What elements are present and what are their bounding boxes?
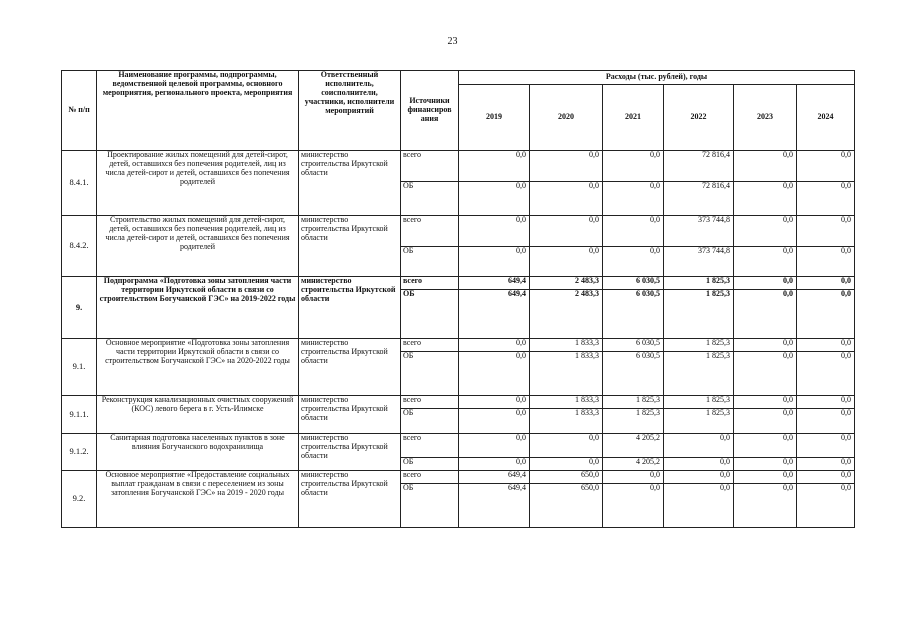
table-row (62, 151, 855, 182)
expense-value: 1 825,3 (664, 409, 734, 434)
expense-value: 0,0 (797, 290, 855, 339)
expense-value: 0,0 (797, 458, 855, 471)
expense-value: 1 825,3 (603, 396, 664, 409)
expense-value: 0,0 (603, 484, 664, 528)
expense-value: 1 833,3 (530, 339, 603, 352)
expense-value: 0,0 (664, 434, 734, 458)
row-executor: министерство строительства Иркутской области (299, 396, 401, 434)
expense-value: 0,0 (664, 471, 734, 484)
header-executor: Ответственный исполнитель, соисполнители, участники, исполнители мероприятий (299, 71, 401, 151)
expense-value: 2 483,3 (530, 290, 603, 339)
funding-source: всего (401, 339, 459, 352)
expense-value: 0,0 (459, 434, 530, 458)
expense-value: 0,0 (734, 396, 797, 409)
funding-source: ОБ (401, 458, 459, 471)
expense-value: 0,0 (734, 339, 797, 352)
expense-value: 0,0 (664, 484, 734, 528)
table-row (62, 216, 855, 247)
row-number: 9. (62, 277, 97, 339)
table-row (62, 471, 855, 484)
expense-value: 0,0 (797, 409, 855, 434)
expense-value: 1 825,3 (603, 409, 664, 434)
expense-value: 0,0 (797, 339, 855, 352)
table-body (62, 151, 855, 528)
row-executor: министерство строительства Иркутской области (299, 151, 401, 216)
row-number: 9.1.2. (62, 434, 97, 471)
expense-value: 0,0 (734, 290, 797, 339)
expense-value: 6 030,5 (603, 277, 664, 290)
expense-value: 4 205,2 (603, 434, 664, 458)
funding-source: ОБ (401, 290, 459, 339)
funding-source: всего (401, 471, 459, 484)
row-number: 9.1.1. (62, 396, 97, 434)
row-name: Подпрограмма «Подготовка зоны затопления части территории Иркутской области в связи со строительством Богучанской ГЭС» на 2019-2022 годы (97, 277, 299, 339)
header-year: 2020 (530, 85, 603, 151)
row-name: Строительство жилых помещений для детей-сирот, детей, оставшихся без попечения родителей, лиц из числа детей-сирот и детей, оставшихся без попечения родителей (97, 216, 299, 277)
expense-value: 0,0 (734, 247, 797, 277)
expense-value: 0,0 (459, 458, 530, 471)
expense-value: 1 833,3 (530, 409, 603, 434)
expense-value: 0,0 (734, 151, 797, 182)
expense-value: 1 825,3 (664, 339, 734, 352)
expense-value: 0,0 (734, 434, 797, 458)
expense-value: 72 816,4 (664, 182, 734, 216)
expense-value: 1 833,3 (530, 352, 603, 396)
page-number: 23 (447, 36, 458, 47)
expense-value: 0,0 (459, 216, 530, 247)
row-number: 8.4.2. (62, 216, 97, 277)
row-name: Проектирование жилых помещений для детей-сирот, детей, оставшихся без попечения родителей, лиц из числа детей-сирот и детей, оставшихся без попечения родителей (97, 151, 299, 216)
header-year: 2019 (459, 85, 530, 151)
row-number: 8.4.1. (62, 151, 97, 216)
table-row (62, 277, 855, 290)
expense-value: 0,0 (797, 182, 855, 216)
expense-value: 0,0 (530, 434, 603, 458)
funding-source: ОБ (401, 409, 459, 434)
header-year: 2022 (664, 85, 734, 151)
expense-value: 650,0 (530, 471, 603, 484)
row-executor: министерство строительства Иркутской области (299, 339, 401, 396)
expense-value: 0,0 (603, 471, 664, 484)
expense-value: 373 744,8 (664, 247, 734, 277)
header-year: 2021 (603, 85, 664, 151)
expense-value: 72 816,4 (664, 151, 734, 182)
funding-source: всего (401, 151, 459, 182)
header-name: Наименование программы, подпрограммы, ведомственной целевой программы, основного мероприятия, регионального проекта, мероприятия (97, 71, 299, 151)
expense-value: 4 205,2 (603, 458, 664, 471)
expense-value: 0,0 (664, 458, 734, 471)
expense-value: 0,0 (530, 458, 603, 471)
expense-value: 0,0 (530, 182, 603, 216)
expense-value: 0,0 (734, 471, 797, 484)
expense-value: 6 030,5 (603, 290, 664, 339)
expense-value: 650,0 (530, 484, 603, 528)
expense-value: 0,0 (459, 182, 530, 216)
expense-value: 0,0 (797, 352, 855, 396)
funding-source: ОБ (401, 247, 459, 277)
expense-value: 0,0 (603, 151, 664, 182)
expense-value: 0,0 (797, 151, 855, 182)
expense-value: 0,0 (459, 409, 530, 434)
expense-value: 0,0 (734, 409, 797, 434)
expense-value: 0,0 (530, 247, 603, 277)
row-executor: министерство строительства Иркутской области (299, 277, 401, 339)
expense-value: 1 825,3 (664, 277, 734, 290)
row-number: 9.2. (62, 471, 97, 528)
funding-source: ОБ (401, 484, 459, 528)
expense-value: 0,0 (603, 247, 664, 277)
funding-source: всего (401, 396, 459, 409)
expense-value: 0,0 (459, 396, 530, 409)
table-row (62, 396, 855, 409)
expense-value: 0,0 (603, 182, 664, 216)
expense-value: 1 833,3 (530, 396, 603, 409)
expense-value: 2 483,3 (530, 277, 603, 290)
funding-source: ОБ (401, 182, 459, 216)
expense-value: 0,0 (734, 277, 797, 290)
expense-value: 373 744,8 (664, 216, 734, 247)
expense-value: 0,0 (734, 352, 797, 396)
expense-value: 0,0 (734, 458, 797, 471)
expense-value: 0,0 (797, 277, 855, 290)
expense-value: 0,0 (797, 247, 855, 277)
row-executor: министерство строительства Иркутской области (299, 434, 401, 471)
row-executor: министерство строительства Иркутской области (299, 216, 401, 277)
expense-value: 0,0 (459, 247, 530, 277)
row-name: Реконструкция канализационных очистных сооружений (КОС) левого берега в г. Усть-Илимске (97, 396, 299, 434)
expense-value: 0,0 (797, 216, 855, 247)
expense-value: 0,0 (797, 484, 855, 528)
row-name: Основное мероприятие «Предоставление социальных выплат гражданам в связи с переселением из зоны затопления Богучанской ГЭС» на 2019 - 2020 годы (97, 471, 299, 528)
funding-source: всего (401, 277, 459, 290)
expense-value: 0,0 (734, 484, 797, 528)
header-year: 2023 (734, 85, 797, 151)
funding-source: ОБ (401, 352, 459, 396)
expense-value: 0,0 (734, 182, 797, 216)
expense-value: 0,0 (797, 471, 855, 484)
budget-table (61, 70, 855, 528)
expense-value: 0,0 (459, 151, 530, 182)
expense-value: 649,4 (459, 484, 530, 528)
header-expenses: Расходы (тыс. рублей), годы (459, 71, 855, 85)
expense-value: 1 825,3 (664, 352, 734, 396)
header-sources: Источники финансиров ания (401, 71, 459, 151)
expense-value: 0,0 (797, 434, 855, 458)
expense-value: 649,4 (459, 471, 530, 484)
header-year: 2024 (797, 85, 855, 151)
row-number: 9.1. (62, 339, 97, 396)
expense-value: 0,0 (797, 396, 855, 409)
expense-value: 0,0 (734, 216, 797, 247)
expense-value: 649,4 (459, 277, 530, 290)
expense-value: 1 825,3 (664, 290, 734, 339)
row-name: Основное мероприятие «Подготовка зоны затопления части территории Иркутской области в связи со строительством Богучанской ГЭС» на 2020-2022 годы (97, 339, 299, 396)
expense-value: 0,0 (459, 352, 530, 396)
expense-value: 0,0 (530, 151, 603, 182)
row-name: Санитарная подготовка населенных пунктов в зоне влияния Богучанского водохранилища (97, 434, 299, 471)
funding-source: всего (401, 216, 459, 247)
expense-value: 649,4 (459, 290, 530, 339)
expense-value: 0,0 (530, 216, 603, 247)
expense-value: 0,0 (603, 216, 664, 247)
table-row (62, 434, 855, 458)
table-row (62, 339, 855, 352)
expense-value: 0,0 (459, 339, 530, 352)
expense-value: 6 030,5 (603, 339, 664, 352)
funding-source: всего (401, 434, 459, 458)
expense-value: 1 825,3 (664, 396, 734, 409)
row-executor: министерство строительства Иркутской области (299, 471, 401, 528)
expense-value: 6 030,5 (603, 352, 664, 396)
header-num: № п/п (62, 71, 97, 151)
